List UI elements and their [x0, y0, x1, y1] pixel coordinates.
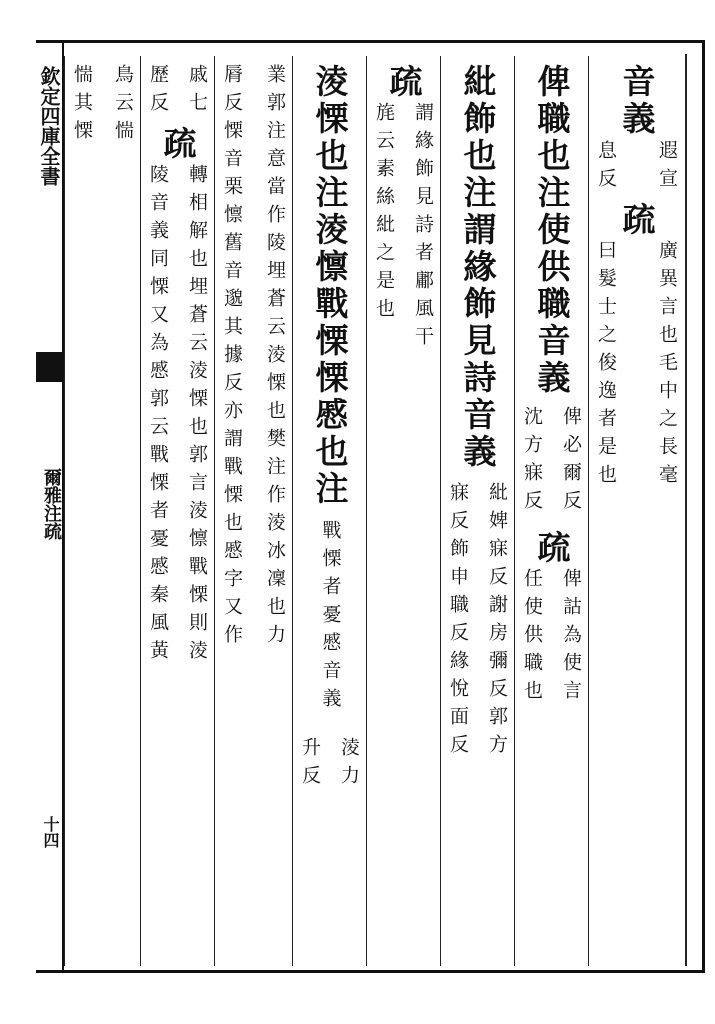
- commentary-text-run: 戰慄者憂慼音義: [319, 520, 342, 716]
- main-text-run: 疏: [617, 202, 657, 239]
- main-text-run: 紕飾也注謂緣飾見詩音義: [458, 64, 498, 471]
- fishtail-band: [36, 352, 62, 382]
- commentary-right-line: 紕婢寐反謝房彌反郭方: [486, 482, 508, 762]
- commentary-left-line: 旄云素絲紕之是也: [373, 102, 395, 326]
- inner-right-border: [685, 54, 687, 966]
- commentary-left-line: 陵音義同慄又為慼郭云戰慄者憂慼秦風黃: [147, 164, 169, 668]
- text-column-4: [366, 56, 441, 966]
- commentary-right-line: 戚七: [186, 64, 208, 120]
- main-text-run: 俾職也注使供職音義: [532, 64, 572, 397]
- text-column-8: [64, 56, 141, 966]
- commentary-left-line: 息反: [595, 140, 617, 196]
- main-text-run: 疏: [384, 64, 424, 101]
- text-column-1: [588, 56, 685, 966]
- commentary-right-line: 業郭注意當作陵埋蒼云淩慄也樊注作淩冰凜也力: [264, 64, 286, 652]
- main-text-run: 疏: [158, 126, 198, 163]
- commentary-right-line: 謂緣飾見詩者鄘風干: [412, 102, 434, 354]
- main-text-run: 音義: [617, 64, 657, 138]
- commentary-left-line: 脣反慄音栗懔舊音邈其據反亦謂戰慄也慼字又作: [221, 64, 243, 652]
- commentary-right-line: 轉相解也埋蒼云淩慄也郭言淩懔戰慄則淩: [186, 164, 208, 668]
- commentary-left-line: 任使供職也: [521, 568, 543, 708]
- main-text-run: 疏: [532, 530, 572, 567]
- page-margin-strip: [36, 40, 62, 973]
- commentary-right-line: 俾必爾反: [560, 406, 582, 518]
- text-column-6: [214, 56, 293, 966]
- commentary-right-line: 俾詁為使言: [560, 568, 582, 708]
- main-text-run: 淩慄也注淩懔戰慄慄慼也注: [310, 64, 350, 508]
- commentary-right-line: 淩力: [338, 737, 360, 793]
- text-column-2: [514, 56, 589, 966]
- folio-number: 十四: [41, 816, 60, 848]
- commentary-left-line: 曰髮士之俊逸者是也: [595, 240, 617, 492]
- section-title: 爾雅注疏: [41, 468, 62, 540]
- commentary-right-line: 廣異言也毛中之長毫: [656, 240, 678, 492]
- right-border: [702, 40, 705, 973]
- text-column-3: [440, 56, 515, 966]
- bottom-border: [36, 970, 705, 973]
- commentary-left-line: 惴其慄: [71, 64, 93, 148]
- text-column-5: [292, 56, 367, 966]
- commentary-left-line: 升反: [299, 737, 321, 793]
- top-border: [36, 40, 705, 43]
- text-column-7: [140, 56, 215, 966]
- book-title: 欽定四庫全書: [37, 66, 61, 186]
- commentary-right-line: 鳥云惴: [112, 64, 134, 148]
- commentary-right-line: 遐宣: [656, 140, 678, 196]
- commentary-left-line: 寐反飾申職反緣悅面反: [447, 482, 469, 762]
- commentary-left-line: 歷反: [147, 64, 169, 120]
- commentary-left-line: 沈方寐反: [521, 406, 543, 518]
